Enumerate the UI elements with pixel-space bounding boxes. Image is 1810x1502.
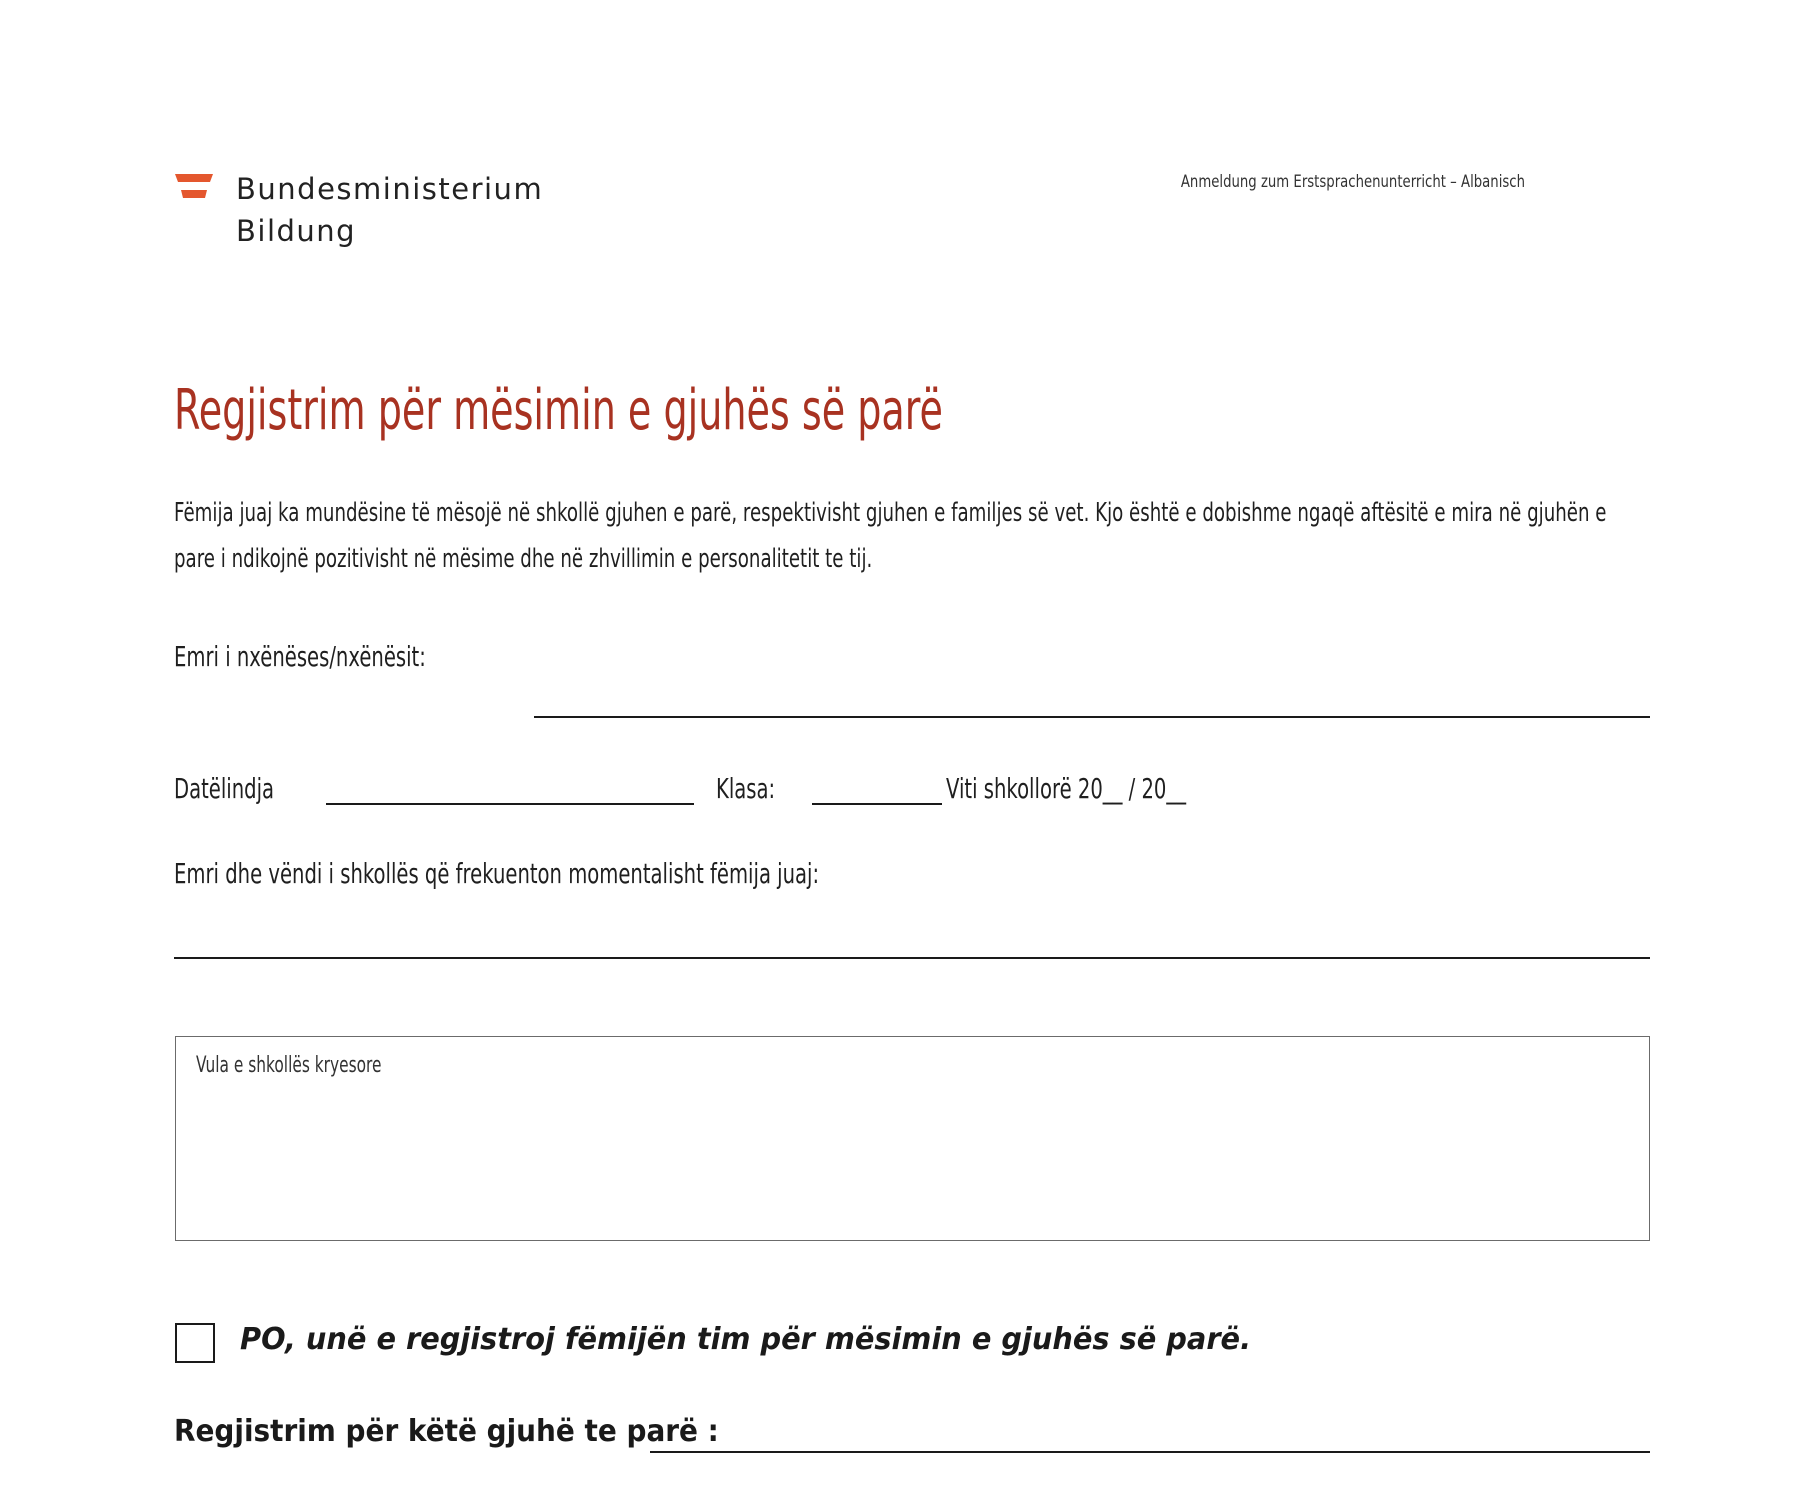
birthdate-field[interactable] xyxy=(326,803,694,805)
birthdate-label: Datëlindja xyxy=(174,772,275,805)
language-label: Regjistrim për këtë gjuhë te parë : xyxy=(174,1414,719,1449)
school-name-field[interactable] xyxy=(174,957,1650,959)
class-label: Klasa: xyxy=(716,772,776,805)
logo-line-1: Bundesministerium xyxy=(236,172,544,206)
confirm-label: PO, unë e regjistroj fëmijën tim për mësimin e gjuhës së parë. xyxy=(240,1322,1252,1357)
document-subtitle: Anmeldung zum Erstsprachenunterricht – Albanisch xyxy=(1180,172,1525,192)
class-field[interactable] xyxy=(812,803,942,805)
ministry-logo-text xyxy=(236,168,543,252)
student-name-field[interactable] xyxy=(534,716,1650,718)
school-year-field[interactable]: Viti shkollorë 20__ / 20__ xyxy=(946,772,1187,805)
language-field[interactable] xyxy=(650,1451,1650,1453)
logo-line-2: Bildung xyxy=(236,214,357,248)
intro-paragraph: Fëmija juaj ka mundësine të mësojë në shkollë gjuhen e parë, respektivisht gjuhen e familjes së vet. Kjo është e dobishme ngaqë aftësitë e mira në gjuhën e pare i ndikojnë pozitivisht në mësime dhe në zhvillimin e personalitetit te tij. xyxy=(174,498,1607,574)
austria-flag-icon xyxy=(175,174,213,200)
school-stamp-box xyxy=(175,1036,1650,1241)
confirm-checkbox[interactable] xyxy=(175,1323,215,1363)
page-title: Regjistrim për mësimin e gjuhës së parë xyxy=(174,378,943,443)
school-name-label: Emri dhe vëndi i shkollës që frekuenton momentalisht fëmija juaj: xyxy=(174,857,820,890)
stamp-label: Vula e shkollës kryesore xyxy=(196,1053,382,1078)
student-name-label: Emri i nxënëses/nxënësit: xyxy=(174,640,426,673)
